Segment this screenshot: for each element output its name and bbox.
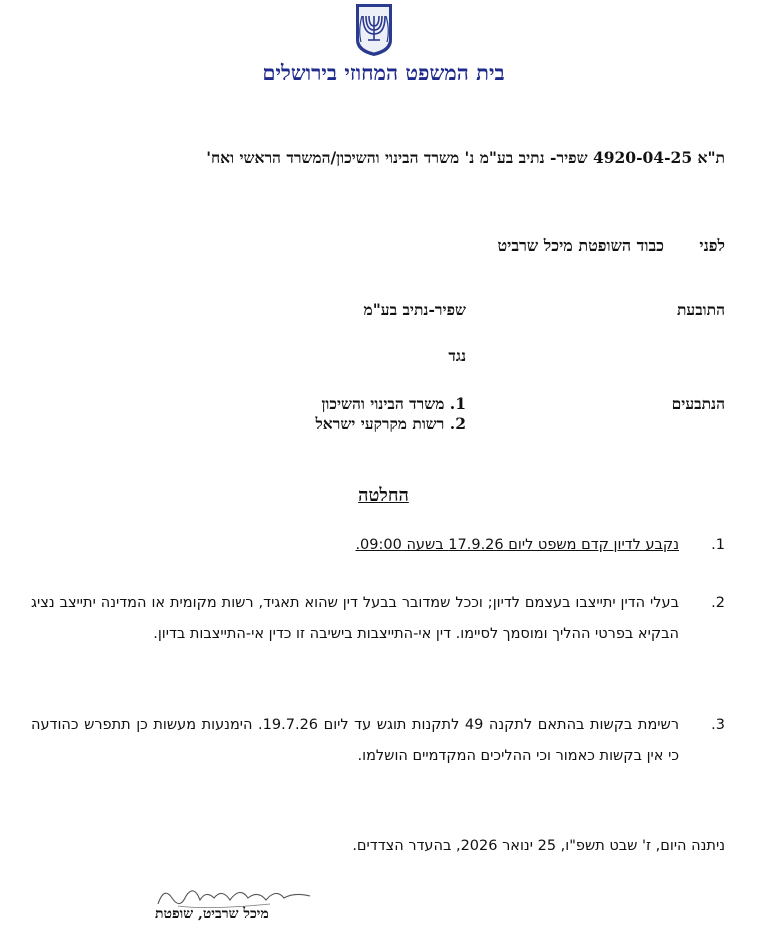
paragraph-text: בעלי הדין יתייצבו בעצמם לדיון; וככל שמדובר בבעל דין שהוא תאגיד, רשות מקומית או המדינה יתייצב נציג הבקיא בפרטי ההליך ומוסמך לסיימו. דין אי-התייצבות בישיבה זו כדין אי-התייצבות בדיון. (31, 595, 679, 642)
paragraph-number: 2. (711, 595, 725, 611)
decision-paragraph-1 (31, 530, 725, 561)
court-name: בית המשפט המחוזי בירושלים (262, 60, 505, 85)
decision-title: החלטה (358, 485, 409, 506)
paragraph-number: 1. (711, 537, 725, 553)
plaintiff-name: שפיר-נתיב בע"מ (363, 300, 466, 319)
defendant-2: 2. רשות מקרקעי ישראל (315, 414, 466, 433)
decision-paragraph-2 (31, 588, 725, 650)
case-line: ת"א 4920-04-25 שפיר- נתיב בע"מ נ' משרד הבינוי והשיכון/המשרד הראשי ואח' (206, 148, 725, 167)
paragraph-text: רשימת בקשות בהתאם לתקנה 49 לתקנות תוגש עד ליום 19.7.26. הימנעות מעשות כן תתפרש כהודעה כי אין בקשות כאמור וכי ההליכים המקדמיים הושלמו. (31, 717, 680, 764)
judge-name: כבוד השופטת מיכל שרביט (497, 236, 664, 255)
given-date-line: ניתנה היום, ז' שבט תשפ"ו, 25 ינואר 2026, בהעדר הצדדים. (352, 838, 725, 854)
before-label: לפני (699, 236, 725, 255)
paragraph-text: נקבע לדיון קדם משפט ליום 17.9.26 בשעה 09:00. (355, 537, 679, 553)
versus-label: נגד (448, 346, 466, 365)
defendant-1: 1. משרד הבינוי והשיכון (321, 394, 466, 413)
state-emblem-icon (352, 2, 396, 58)
decision-paragraph-3 (31, 710, 725, 772)
defendants-label: הנתבעים (671, 394, 725, 413)
paragraph-number: 3. (711, 717, 725, 733)
plaintiff-label: התובעת (676, 300, 725, 319)
judge-signature-name: מיכל שרביט, שופטת (155, 906, 269, 922)
